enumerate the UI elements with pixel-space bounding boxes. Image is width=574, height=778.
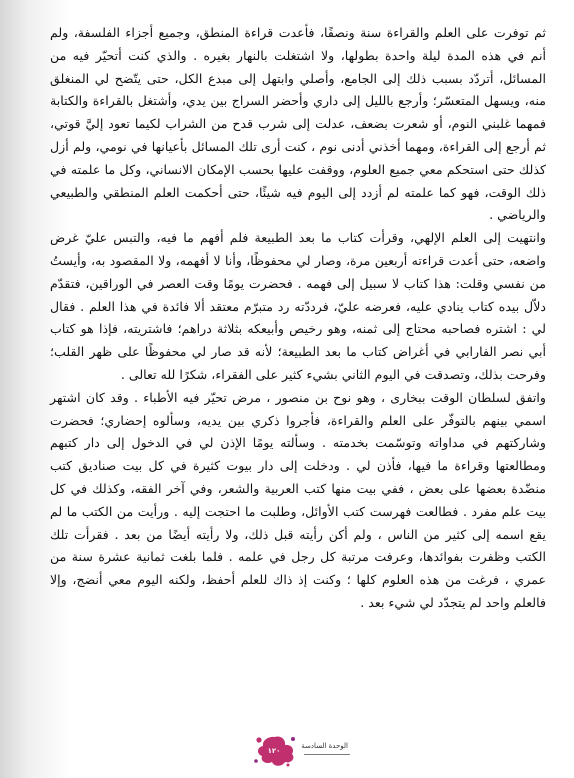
paint-splash-icon	[252, 732, 298, 768]
paragraph-1: ثم توفرت على العلم والقراءة سنة ونصفًا، فأعدت قراءة المنطق، وجميع أجزاء الفلسفة، ولم أنم في هذه المدة ليلة واحدة بطولها، ولا اشتغلت بالنهار بغيره . والذي كنت أتحيّر فيه من المسائل، أتردّد بسبب ذلك إلى الجامع، وأصلي وابتهل إلى مبدع الكل، حتى يتّضح لي المنغلق منه، ويسهل المتعسّر؛ وأرجع بالليل إلى داري وأحضر السراج بين يدي، وأشتغل بالقراءة والكتابة فمهما غلبني النوم، أو شعرت بضعف، عدلت إلى شرب قدح من الشراب لكيما تعود إليَّ قوتي، ثم أرجع إلى القراءة، ومهما أخذني أدنى نوم ، كنت أرى تلك المسائل بأعيانها في نومي، ولم أزل كذلك حتى استحكم معي جميع العلوم، ووقفت عليها بحسب الإمكان الانساني، وكل ما علمته في ذلك الوقت، فهو كما علمته لم أزدد إلى اليوم فيه شيئًا، حتى أحكمت العلم المنطقي والطبيعي والرياضي .	[50, 25, 546, 223]
body-text	[50, 22, 546, 615]
unit-label: الوحدة السادسة	[301, 742, 348, 750]
footer-divider	[304, 754, 350, 755]
page-number: ١٢٠	[267, 747, 281, 755]
page-footer	[250, 730, 360, 770]
paragraph-3: واتفق لسلطان الوقت ببخارى ، وهو نوح بن منصور ، مرض تحيّر فيه الأطباء . وقد كان اشتهر اسمي بينهم بالتوفّر على العلم والقراءة، فأجروا ذكري بين يديه، وسألوه إحضاري؛ فحضرت وشاركتهم في مداواته وتوسّمت بخدمته . وسألته يومًا الإذن لي في الدخول إلى دار كتبهم ومطالعتها وقراءة ما فيها، فأذن لي . ودخلت إلى دار بيوت كثيرة في كل بيت صناديق كتب منضّدة بعضها على بعض ، ففي بيت منها كتب العربية والشعر، وفي آخر الفقه، وكذلك في كل بيت علم مفرد . فطالعت فهرست كتب الأوائل، وطلبت ما احتجت إليه . ورأيت من الكتب ما لم يقع اسمه إلى كثير من الناس ، ولم أكن رأيته قبل ذلك، ولا رأيته أيضًا من بعد . فقرأت تلك الكتب وظفرت بفوائدها، وعرفت مرتبة كل رجل في علمه . فلما بلغت ثمانية عشرة سنة من عمري ، فرغت من هذه العلوم كلها ؛ وكنت إذ ذاك للعلم أحفظ، ولكنه اليوم معي أنضج، وإلا فالعلم واحد لم يتجدّد لي شيء بعد .	[50, 389, 546, 610]
paragraph-2: وانتهيت إلى العلم الإلهي، وقرأت كتاب ما بعد الطبيعة فلم أفهم ما فيه، والتبس عليّ غرض واضعه، حتى أعدت قراءته أربعين مرة، وصار لي محفوظًا، وأنا لا أفهمه، ولا المقصود به، وأيستُ من نفسي وقلت: هذا كتاب لا سبيل إلى فهمه . فحضرت يومًا وقت العصر في الوراقين، فتقدّم دلاّل بيده كتاب ينادي عليه، فعرضه عليّ، فرددّته رد متبرّم معتقد ألا فائدة في هذا العلم . فقال لي : اشتره فصاحبه محتاج إلى ثمنه، وهو رخيص وأبيعكه بثلاثة دراهم؛ فاشتريته، فإذا هو كتاب أبي نصر الفارابي في أغراض كتاب ما بعد الطبيعة؛ لأنه قد صار لي محفوظًا على ظهر القلب؛ وفرحت بذلك، وتصدقت في اليوم الثاني بشيء كثير على الفقراء، شكرًا لله تعالى .	[50, 230, 546, 382]
